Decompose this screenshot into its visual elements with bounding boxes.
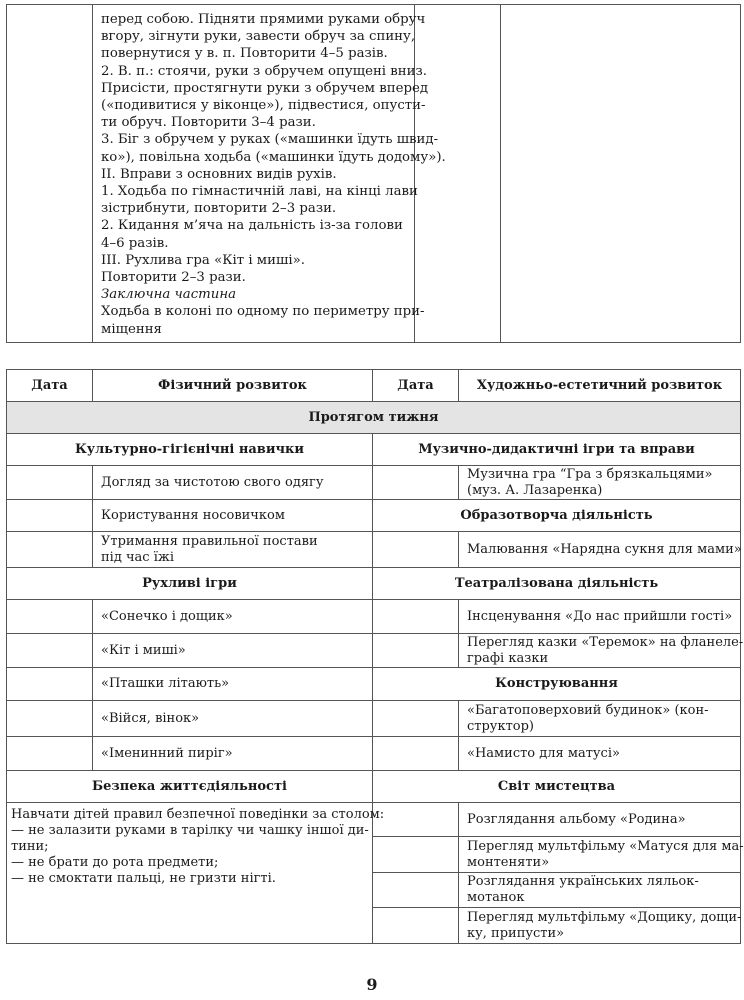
section-row <box>7 568 741 600</box>
date-cell <box>373 908 459 944</box>
date-cell <box>7 701 93 737</box>
header-date-left: Дата <box>7 370 93 402</box>
list-item: Утримання правильної постави під час їжі <box>93 532 373 568</box>
date-cell <box>7 600 93 634</box>
date-cell <box>373 466 459 500</box>
section-row <box>7 434 741 466</box>
date-cell <box>7 466 93 500</box>
list-item: «Кіт і миші» <box>93 634 373 668</box>
date-cell <box>7 532 93 568</box>
table-header-row <box>7 370 741 402</box>
art-world-section-title: Світ мистецтва <box>373 771 741 803</box>
page-number: 9 <box>366 975 378 994</box>
date-cell <box>373 600 459 634</box>
during-week-label: Протягом тижня <box>7 402 741 434</box>
text-line: міщення <box>101 321 162 337</box>
text-line: Ходьба в колоні по одному по периметру при- <box>101 304 425 320</box>
list-item: «Сонечко і дощик» <box>93 600 373 634</box>
text-line: 2. В. п.: стоячи, руки з обручем опущені вниз. <box>101 63 427 79</box>
list-item: Розглядання українських ляльок- мотанок <box>459 873 741 908</box>
theatre-section-title: Театралізована діяльність <box>373 568 741 600</box>
table-row <box>7 737 741 771</box>
list-item: «Війся, вінок» <box>93 701 373 737</box>
table-row <box>7 532 741 568</box>
header-date-right: Дата <box>373 370 459 402</box>
list-item: Музична гра “Гра з брязкальцями» (муз. А. Лазаренка) <box>459 466 741 500</box>
text-line: ІІІ. Рухлива гра «Кіт і миші». <box>101 252 305 268</box>
visual-art-section-title: Образотворча діяльність <box>373 500 741 532</box>
table-row <box>7 600 741 634</box>
date-cell <box>373 532 459 568</box>
header-artistic-development: Художньо-естетичний розвиток <box>459 370 741 402</box>
header-physical-development: Фізичний розвиток <box>93 370 373 402</box>
construction-section-title: Конструювання <box>373 668 741 701</box>
text-line: Присісти, простягнути руки з обручем вперед <box>101 80 429 96</box>
text-line: зістрибнути, повторити 2–3 рази. <box>101 201 337 217</box>
text-line: («подивитися у віконце»), підвестися, опусти- <box>101 98 426 114</box>
hygiene-section-title: Культурно-гігієнічні навички <box>7 434 373 466</box>
table-row <box>7 466 741 500</box>
text-line: перед собою. Підняти прямими руками обруч <box>101 12 426 27</box>
list-item: «Пташки літають» <box>93 668 373 701</box>
section-row <box>7 771 741 803</box>
text-line: ІІ. Вправи з основних видів рухів. <box>101 166 337 182</box>
safety-rules-text: Навчати дітей правил безпечної поведінки за столом: — не залазити руками в тарілку чи чашку іншої ди- тини; — не брати до рота предмети; — не смоктати пальці, не гризти нігті. <box>7 803 373 944</box>
music-section-title: Музично-дидактичні ігри та вправи <box>373 434 741 466</box>
date-cell <box>373 701 459 737</box>
text-line: ти обруч. Повторити 3–4 рази. <box>101 115 316 131</box>
list-item: Розглядання альбому «Родина» <box>459 803 741 837</box>
date-cell <box>7 668 93 701</box>
safety-section-title: Безпека життєдіяльності <box>7 771 373 803</box>
week-row <box>7 402 741 434</box>
text-line: ко»), повільна ходьба («машинки їдуть додому»). <box>101 149 446 165</box>
date-cell <box>7 634 93 668</box>
list-item: Перегляд мультфільму «Матуся для ма- монтеняти» <box>459 837 741 873</box>
table-row <box>7 701 741 737</box>
date-cell <box>7 737 93 771</box>
list-item: Перегляд казки «Теремок» на фланеле- графі казки <box>459 634 741 668</box>
text-line: 1. Ходьба по гімнастичній лаві, на кінці лави <box>101 184 418 200</box>
date-cell <box>373 837 459 873</box>
date-cell <box>373 803 459 837</box>
outdoor-games-section-title: Рухливі ігри <box>7 568 373 600</box>
date-cell <box>373 634 459 668</box>
date-cell <box>373 737 459 771</box>
date-cell-empty <box>7 5 93 343</box>
list-item: «Намисто для матусі» <box>459 737 741 771</box>
text-line: вгору, зігнути руки, завести обруч за спину, <box>101 29 416 45</box>
text-line: 2. Кидання м’яча на дальність із-за голови <box>101 218 403 234</box>
artistic-cell-empty <box>501 5 741 343</box>
list-item: Користування носовичком <box>93 500 373 532</box>
text-line: повернутися у в. п. Повторити 4–5 разів. <box>101 46 388 62</box>
list-item: Догляд за чистотою свого одягу <box>93 466 373 500</box>
text-line: Повторити 2–3 рази. <box>101 270 246 286</box>
text-line: 3. Біг з обручем у руках («машинки їдуть швид- <box>101 132 439 148</box>
weekly-plan-table <box>6 369 744 944</box>
list-item: Інсценування «До нас прийшли гості» <box>459 600 741 634</box>
table-row <box>7 803 741 837</box>
exercise-description-cell <box>93 5 446 343</box>
table-row <box>7 500 741 532</box>
table-row <box>7 634 741 668</box>
list-item: «Багатоповерховий будинок» (кон- структор) <box>459 701 741 737</box>
lesson-plan-continuation-table <box>6 4 741 343</box>
list-item: «Іменинний пиріг» <box>93 737 373 771</box>
date-cell <box>7 500 93 532</box>
table-row <box>7 668 741 701</box>
final-part-heading: Заключна частина <box>101 287 237 303</box>
list-item: Перегляд мультфільму «Дощику, дощи- ку, припусти» <box>459 908 741 944</box>
list-item: Малювання «Нарядна сукня для мами» <box>459 532 741 568</box>
date-cell <box>373 873 459 908</box>
text-line: 4–6 разів. <box>101 235 169 251</box>
date-cell-empty <box>415 5 501 343</box>
